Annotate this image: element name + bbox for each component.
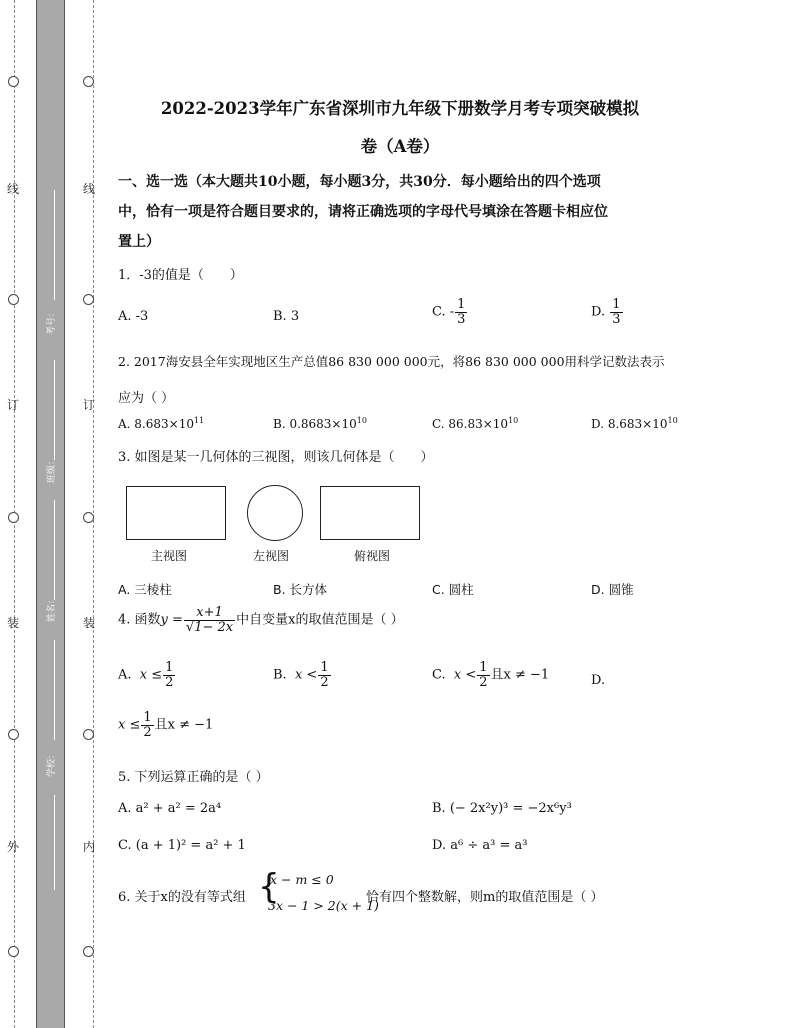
fraction: $\frac{1}{3}$: [457, 297, 466, 327]
q1-option-a[interactable]: A. -3: [118, 309, 149, 324]
name-label: 姓名：: [47, 594, 57, 622]
q4-option-d-label[interactable]: D.: [591, 673, 606, 688]
margin-char-zhuang-inner: 装: [82, 616, 95, 630]
q6-suffix: 恰有四个整数解，则m的取值范围是（ ）: [366, 890, 604, 905]
section-heading-line1: 一、选一选（本大题共10小题，每小题3分，共30分．每小题给出的四个选项: [118, 174, 601, 190]
field-line[interactable]: [54, 190, 55, 300]
binding-hole: [8, 729, 19, 740]
binding-hole: [83, 76, 94, 87]
q2-option-c[interactable]: C. $86.83\times 10^{10}$: [432, 416, 519, 431]
front-view-rectangle: [126, 486, 226, 540]
binding-hole: [8, 76, 19, 87]
binding-hole: [8, 512, 19, 523]
top-view-caption: 俯视图: [354, 549, 391, 563]
top-view-rectangle: [320, 486, 420, 540]
q6-inequality-2: 3x − 1 > 2(x + 1): [268, 898, 379, 913]
system-brace: {: [258, 867, 280, 907]
q6-prefix: 6. 关于x的没有等式组: [118, 890, 246, 905]
left-view-circle: [247, 485, 303, 541]
q5-option-d[interactable]: D. a⁶ ÷ a³ = a³: [432, 838, 528, 853]
q2-option-b[interactable]: B. $0.8683\times 10^{10}$: [273, 416, 367, 431]
fraction: $\frac{1}{2}$: [479, 660, 488, 690]
margin-char-xian-inner: 线: [82, 182, 95, 196]
left-view-caption: 左视图: [253, 549, 290, 563]
page-title-line1: 2022-2023学年广东省深圳市九年级下册数学月考专项突破模拟: [160, 99, 640, 118]
q3-option-c[interactable]: C. 圆柱: [432, 582, 474, 597]
fraction: $\frac{1}{3}$: [612, 297, 621, 327]
q4-option-b[interactable]: B. x < $\frac{1}{2}$: [273, 660, 329, 690]
q3-stem: 3. 如图是某一几何体的三视图，则该几何体是（ ）: [118, 450, 434, 465]
q2-option-d[interactable]: D. $8.683\times 10^{10}$: [591, 416, 678, 431]
q4-option-c[interactable]: C. x < $\frac{1}{2}$ 且x ≠ −1: [432, 660, 550, 690]
binding-hole: [83, 946, 94, 957]
binding-hole: [83, 729, 94, 740]
field-line[interactable]: [54, 360, 55, 460]
school-label: 学校：: [47, 749, 57, 777]
binding-strip: [36, 0, 65, 1028]
class-label: 班级：: [47, 455, 57, 483]
section-heading-line2: 中，恰有一项是符合题目要求的，请将正确选项的字母代号填涂在答题卡相应位: [118, 204, 608, 220]
binding-hole: [8, 294, 19, 305]
q4-stem: 4. 函数y = $\frac{x+1}{√1- 2x}$ 中自变量x的取值范围是（ ）: [118, 605, 404, 635]
fraction: $\frac{1}{2}$: [320, 660, 329, 690]
q5-option-b[interactable]: B. (− 2x²y)³ = −2x⁶y³: [432, 801, 572, 816]
front-view-caption: 主视图: [151, 549, 188, 563]
field-line[interactable]: [54, 795, 55, 890]
q3-option-d[interactable]: D. 圆锥: [591, 582, 634, 597]
q4-option-d[interactable]: x ≤ $\frac{1}{2}$ 且x ≠ −1: [118, 710, 214, 740]
fraction: $\frac{x+1}{√1- 2x}$: [185, 605, 234, 635]
margin-char-xian-outer: 线: [6, 182, 19, 196]
field-line[interactable]: [54, 640, 55, 740]
q5-option-c[interactable]: C. (a + 1)² = a² + 1: [118, 838, 246, 853]
q5-option-a[interactable]: A. a² + a² = 2a⁴: [118, 801, 222, 816]
q1-stem: 1．-3的值是（ ）: [118, 268, 243, 283]
margin-char-nei: 内: [82, 840, 95, 854]
binding-hole: [83, 512, 94, 523]
q5-stem: 5. 下列运算正确的是（ ）: [118, 770, 269, 785]
margin-char-ding-outer: 订: [6, 398, 19, 412]
q1-option-d[interactable]: [591, 298, 624, 326]
q1-option-b[interactable]: B. 3: [273, 309, 300, 324]
q3-option-a[interactable]: A. 三棱柱: [118, 582, 172, 597]
exam-number-label: 考号：: [47, 307, 57, 335]
q2-stem-line2: 应为（ ）: [118, 391, 175, 406]
fraction: $\frac{1}{2}$: [165, 660, 174, 690]
q3-option-b[interactable]: B. 长方体: [273, 582, 328, 597]
fraction: $\frac{1}{2}$: [143, 710, 152, 740]
q6-inequality-1: x − m ≤ 0: [270, 872, 334, 887]
binding-hole: [8, 946, 19, 957]
field-line[interactable]: [54, 500, 55, 600]
q1-option-d-prefix: D.: [591, 304, 610, 320]
q4-func-lhs: y =: [160, 612, 183, 628]
margin-char-zhuang-outer: 装: [6, 616, 19, 630]
margin-char-ding-inner: 订: [82, 398, 95, 412]
q1-option-c-prefix: C. -: [432, 304, 455, 320]
q1-option-c[interactable]: [432, 298, 468, 326]
page-title-line2: 卷（A卷）: [360, 137, 440, 156]
binding-hole: [83, 294, 94, 305]
margin-char-wai: 外: [6, 840, 19, 854]
q4-option-a[interactable]: A. x ≤ $\frac{1}{2}$: [118, 660, 174, 690]
q2-stem-line1: 2. 2017海安县全年实现地区生产总值86 830 000 000元，将86 830 000 000用科学记数法表示: [118, 354, 665, 369]
section-heading-line3: 置上）: [118, 234, 160, 250]
q2-option-a[interactable]: A. $8.683\times 10^{11}$: [118, 416, 205, 431]
